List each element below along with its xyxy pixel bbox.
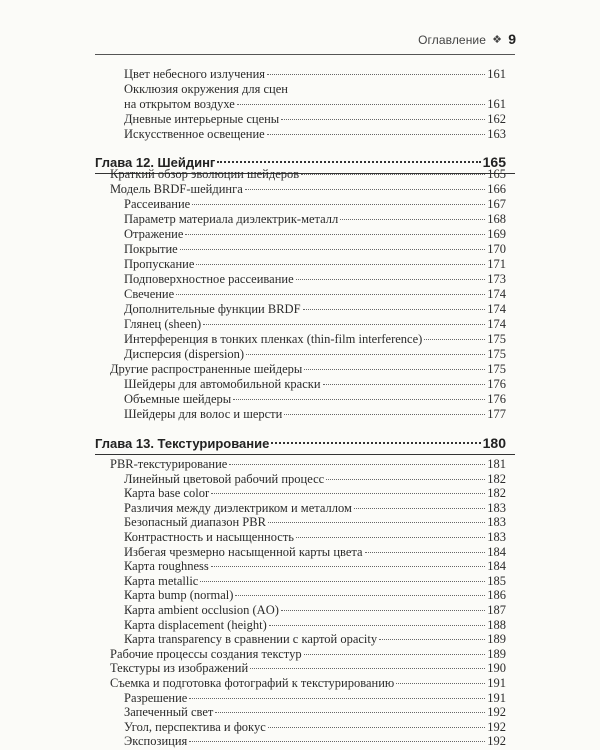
- leader-dots: [303, 309, 486, 310]
- toc-entry[interactable]: [124, 472, 506, 487]
- toc-entry-label: Объемные шейдеры: [124, 392, 232, 406]
- toc-entry[interactable]: [124, 302, 506, 317]
- toc-entry[interactable]: [110, 182, 506, 197]
- leader-dots: [269, 625, 486, 626]
- toc-entry[interactable]: [124, 127, 506, 142]
- toc-entry[interactable]: [124, 501, 506, 516]
- chapter-title: Глава 13. Текстурирование: [95, 436, 270, 451]
- toc-entry-page: 185: [487, 574, 506, 588]
- toc-entry[interactable]: [124, 545, 506, 560]
- leader-dots: [250, 668, 485, 669]
- toc-entry[interactable]: [124, 317, 506, 332]
- leader-dots: [268, 522, 485, 523]
- toc-entry[interactable]: [124, 227, 506, 242]
- header-title: Оглавление: [418, 33, 486, 47]
- toc-entry-label: Краткий обзор эволюции шейдеров: [110, 167, 300, 181]
- toc-entry[interactable]: [124, 407, 506, 422]
- toc-entry-page: 182: [487, 472, 506, 486]
- leader-dots: [229, 464, 485, 465]
- leader-dots: [203, 324, 485, 325]
- toc-entry-page: 162: [487, 112, 506, 126]
- toc-entry-page: 169: [487, 227, 506, 241]
- toc-entry-page: 167: [487, 197, 506, 211]
- leader-dots: [176, 294, 485, 295]
- leader-dots: [323, 384, 486, 385]
- chapter-13-heading[interactable]: [95, 434, 506, 452]
- toc-entry-label: Разрешение: [124, 691, 188, 705]
- toc-entry[interactable]: [124, 618, 506, 633]
- leader-dots: [396, 683, 485, 684]
- leader-dots: [365, 552, 486, 553]
- chapter-page: 180: [482, 435, 506, 451]
- leader-dots: [200, 581, 485, 582]
- toc-entry-page: 170: [487, 242, 506, 256]
- toc-entry[interactable]: [124, 486, 506, 501]
- toc-entry-label: Избегая чрезмерно насыщенной карты цвета: [124, 545, 363, 559]
- leader-dots: [379, 639, 485, 640]
- toc-entry[interactable]: [110, 457, 506, 472]
- toc-entry-page: 174: [487, 287, 506, 301]
- toc-entry[interactable]: [124, 632, 506, 647]
- toc-entry[interactable]: [124, 603, 506, 618]
- toc-entry-label: Отражение: [124, 227, 184, 241]
- leader-dots: [271, 442, 480, 444]
- toc-entry-label: Окклюзия окружения для сцен: [124, 82, 288, 96]
- toc-entry-label: Дисперсия (dispersion): [124, 347, 245, 361]
- toc-entry-label: Свечение: [124, 287, 175, 301]
- toc-entry-page: 182: [487, 486, 506, 500]
- toc-entry-label: Пропускание: [124, 257, 195, 271]
- leader-dots: [237, 104, 485, 105]
- toc-entry[interactable]: [124, 574, 506, 589]
- toc-entry[interactable]: [124, 515, 506, 530]
- chapter-rule: [95, 454, 515, 455]
- leader-dots: [281, 119, 485, 120]
- header-rule: [95, 54, 515, 55]
- leader-dots: [211, 493, 485, 494]
- toc-entry-label: Параметр материала диэлектрик-металл: [124, 212, 339, 226]
- leader-dots: [189, 741, 485, 742]
- leader-dots: [301, 174, 485, 175]
- running-header: [0, 33, 600, 53]
- toc-entry[interactable]: [124, 392, 506, 407]
- toc-entry[interactable]: [124, 112, 506, 127]
- toc-entry[interactable]: [124, 705, 506, 720]
- leader-dots: [284, 414, 485, 415]
- toc-entry[interactable]: [124, 588, 506, 603]
- toc-entry[interactable]: [124, 720, 506, 735]
- toc-entry-page: 189: [487, 647, 506, 661]
- toc-entry-page: 191: [487, 676, 506, 690]
- toc-entry-label: Подповерхностное рассеивание: [124, 272, 294, 286]
- toc-entry-label: Рабочие процессы создания текстур: [110, 647, 302, 661]
- toc-entry-page: 163: [487, 127, 506, 141]
- toc-entry-label: Запеченный свет: [124, 705, 214, 719]
- toc-entry[interactable]: [124, 67, 506, 82]
- leader-dots: [245, 189, 485, 190]
- toc-entry-page: 161: [487, 67, 506, 81]
- toc-entry[interactable]: [124, 197, 506, 212]
- toc-entry-label: Карта metallic: [124, 574, 199, 588]
- toc-entry[interactable]: [124, 212, 506, 227]
- toc-entry-label: Рассеивание: [124, 197, 191, 211]
- toc-entry-page: 192: [487, 734, 506, 748]
- toc-entry-label: на открытом воздухе: [124, 97, 235, 111]
- toc-entry[interactable]: [124, 377, 506, 392]
- toc-entry-label: Карта ambient occlusion (AO): [124, 603, 279, 617]
- header-page-number: 9: [508, 31, 516, 47]
- toc-entry-label: Линейный цветовой рабочий процесс: [124, 472, 325, 486]
- toc-entry-page: 174: [487, 317, 506, 331]
- toc-entry-page: 183: [487, 501, 506, 515]
- ornament-icon: ❖: [492, 34, 502, 46]
- toc-entry-label: Контрастность и насыщенность: [124, 530, 294, 544]
- leader-dots: [192, 204, 485, 205]
- toc-entry-page: 166: [487, 182, 506, 196]
- toc-entry-label: Карта bump (normal): [124, 588, 234, 602]
- leader-dots: [304, 654, 486, 655]
- leader-dots: [354, 508, 485, 509]
- toc-entry[interactable]: [124, 257, 506, 272]
- toc-entry-label: Съемка и подготовка фотографий к текстурированию: [110, 676, 395, 690]
- toc-entry-page: 188: [487, 618, 506, 632]
- toc-entry-label: Цвет небесного излучения: [124, 67, 266, 81]
- leader-dots: [267, 74, 485, 75]
- toc-entry-page: 184: [487, 559, 506, 573]
- toc-entry-label: Глянец (sheen): [124, 317, 202, 331]
- leader-dots: [246, 354, 485, 355]
- toc-entry[interactable]: [124, 242, 506, 257]
- toc-entry[interactable]: [124, 332, 506, 347]
- toc-entry-label: Шейдеры для автомобильной краски: [124, 377, 321, 391]
- toc-entry-label: Карта base color: [124, 486, 210, 500]
- leader-dots: [233, 399, 485, 400]
- leader-dots: [424, 339, 485, 340]
- chapter-title: Глава 12. Шейдинг: [95, 155, 216, 170]
- leader-dots: [326, 479, 485, 480]
- toc-entry-page: 165: [487, 167, 506, 181]
- leader-dots: [281, 610, 485, 611]
- toc-entry[interactable]: [110, 362, 506, 377]
- toc-entry-label: Шейдеры для волос и шерсти: [124, 407, 283, 421]
- toc-entry-label: Другие распространенные шейдеры: [110, 362, 303, 376]
- toc-entry-label: Карта transparency в сравнении с картой opacity: [124, 632, 378, 646]
- toc-entry-label: Безопасный диапазон PBR: [124, 515, 266, 529]
- toc-entry[interactable]: [124, 82, 506, 97]
- toc-entry-label: Карта displacement (height): [124, 618, 267, 632]
- toc-entry[interactable]: [124, 734, 506, 749]
- toc-entry-page: 175: [487, 332, 506, 346]
- toc-entry-label: Угол, перспектива и фокус: [124, 720, 266, 734]
- leader-dots: [211, 566, 485, 567]
- toc-entry-page: 176: [487, 392, 506, 406]
- toc-entry[interactable]: [124, 347, 506, 362]
- toc-entry-label: Экспозиция: [124, 734, 188, 748]
- leader-dots: [296, 537, 485, 538]
- leader-dots: [304, 369, 485, 370]
- toc-entry-label: PBR-текстурирование: [110, 457, 228, 471]
- toc-entry-label: Модель BRDF-шейдинга: [110, 182, 243, 196]
- leader-dots: [215, 712, 485, 713]
- toc-entry[interactable]: [110, 167, 506, 182]
- toc-entry-page: 175: [487, 362, 506, 376]
- toc-entry[interactable]: [124, 530, 506, 545]
- toc-entry-page: 189: [487, 632, 506, 646]
- toc-entry-label: Карта roughness: [124, 559, 209, 573]
- toc-entry-page: 192: [487, 705, 506, 719]
- toc-entry-page: 187: [487, 603, 506, 617]
- toc-entry-label: Искусственное освещение: [124, 127, 265, 141]
- leader-dots: [296, 279, 486, 280]
- toc-entry-page: 191: [487, 691, 506, 705]
- toc-entry-label: Различия между диэлектриком и металлом: [124, 501, 352, 515]
- toc-entry-page: 184: [487, 545, 506, 559]
- toc-entry[interactable]: [124, 97, 506, 112]
- toc-entry-page: 171: [487, 257, 506, 271]
- toc-entry[interactable]: [124, 559, 506, 574]
- toc-entry-label: Дополнительные функции BRDF: [124, 302, 301, 316]
- toc-entry-page: 161: [487, 97, 506, 111]
- toc-entry-page: 174: [487, 302, 506, 316]
- leader-dots: [217, 161, 480, 163]
- toc-entry-page: 175: [487, 347, 506, 361]
- leader-dots: [235, 595, 485, 596]
- toc-entry[interactable]: [110, 661, 506, 676]
- leader-dots: [267, 134, 486, 135]
- chapter-page: 165: [482, 154, 506, 170]
- toc-entry-label: Покрытие: [124, 242, 178, 256]
- toc-entry-label: Текстуры из изображений: [110, 661, 249, 675]
- toc-entry-label: Дневные интерьерные сцены: [124, 112, 280, 126]
- leader-dots: [340, 219, 485, 220]
- leader-dots: [268, 727, 486, 728]
- toc-entry-page: 177: [487, 407, 506, 421]
- leader-dots: [185, 234, 485, 235]
- leader-dots: [180, 249, 486, 250]
- toc-entry[interactable]: [124, 287, 506, 302]
- leader-dots: [189, 698, 485, 699]
- toc-entry-page: 192: [487, 720, 506, 734]
- toc-entry-label: Интерференция в тонких пленках (thin-film interference): [124, 332, 423, 346]
- toc-entry-page: 183: [487, 515, 506, 529]
- toc-entry[interactable]: [110, 647, 506, 662]
- toc-entry-page: 186: [487, 588, 506, 602]
- toc-entry[interactable]: [124, 691, 506, 706]
- toc-entry-page: 183: [487, 530, 506, 544]
- toc-entry-page: 168: [487, 212, 506, 226]
- toc-entry[interactable]: [110, 676, 506, 691]
- toc-entry-page: 181: [487, 457, 506, 471]
- toc-entry-page: 176: [487, 377, 506, 391]
- leader-dots: [196, 264, 485, 265]
- toc-entry-page: 190: [487, 661, 506, 675]
- toc-entry[interactable]: [124, 272, 506, 287]
- toc-entry-page: 173: [487, 272, 506, 286]
